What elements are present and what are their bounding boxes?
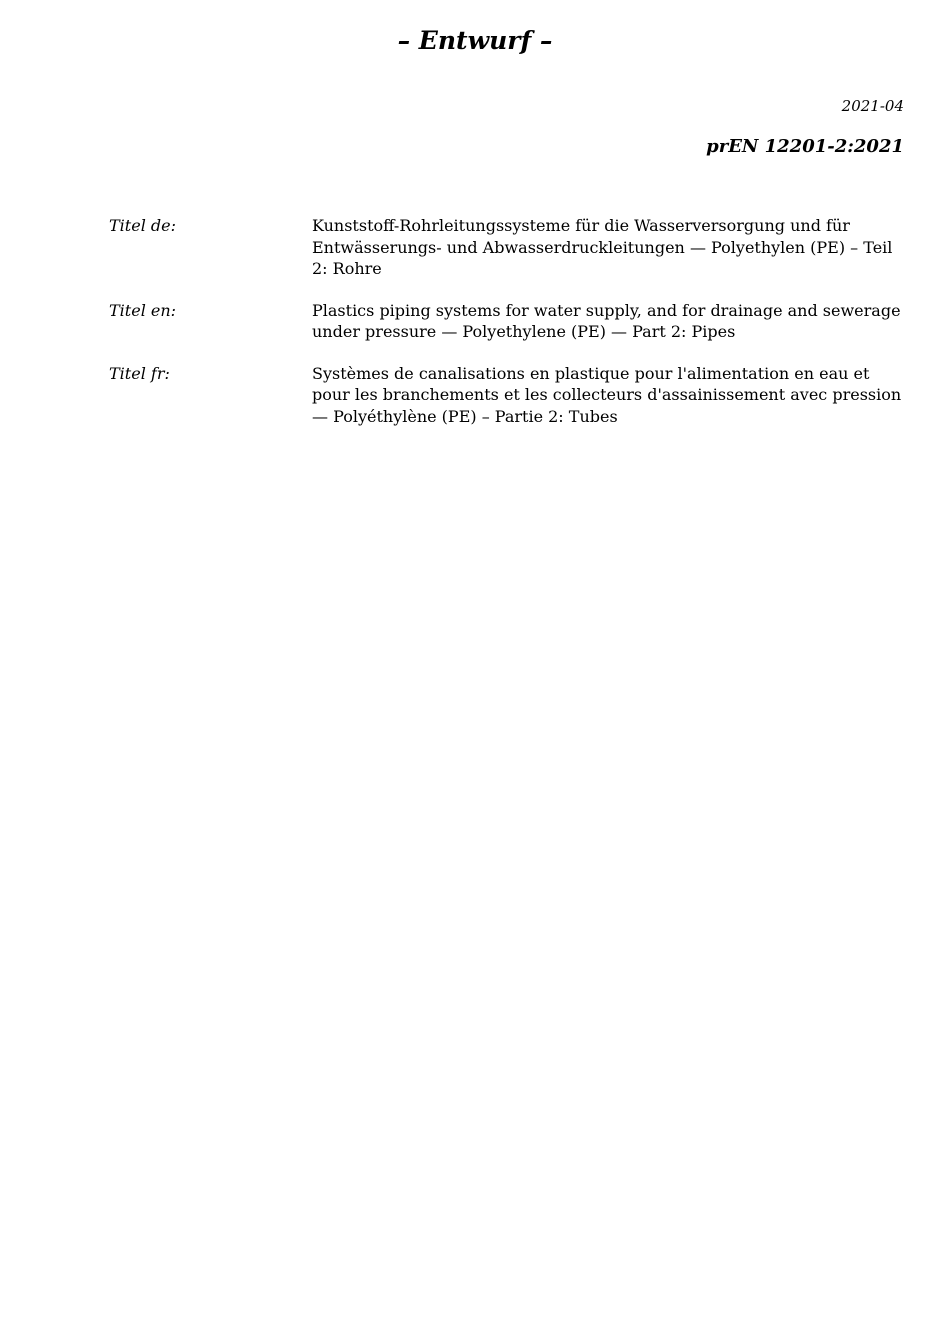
document-date: 2021-04 xyxy=(841,97,904,115)
title-row-en xyxy=(109,300,909,343)
title-text-de: Kunststoff-Rohrleitungssysteme für die Wasserversorgung und für Entwässerungs- und Abwasserdruckleitungen — Polyethylen (PE) – Teil 2: Rohre xyxy=(312,216,893,278)
title-label-en: Titel en: xyxy=(109,300,177,320)
title-label-fr: Titel fr: xyxy=(109,363,170,383)
title-text-en: Plastics piping systems for water supply, and for drainage and sewerage under pressure — Polyethylene (PE) — Part 2: Pipes xyxy=(312,300,901,341)
title-row-de xyxy=(109,215,909,280)
titles-block xyxy=(109,215,909,447)
document-number: prEN 12201-2:2021 xyxy=(706,136,904,157)
title-row-fr xyxy=(109,363,909,428)
title-text-fr: Systèmes de canalisations en plastique pour l'alimentation en eau et pour les branchements et les collecteurs d'assainissement avec pression — Polyéthylène (PE) – Partie 2: Tubes xyxy=(312,363,902,426)
title-label-de: Titel de: xyxy=(109,216,176,235)
draft-mark: – Entwurf – xyxy=(397,26,553,55)
